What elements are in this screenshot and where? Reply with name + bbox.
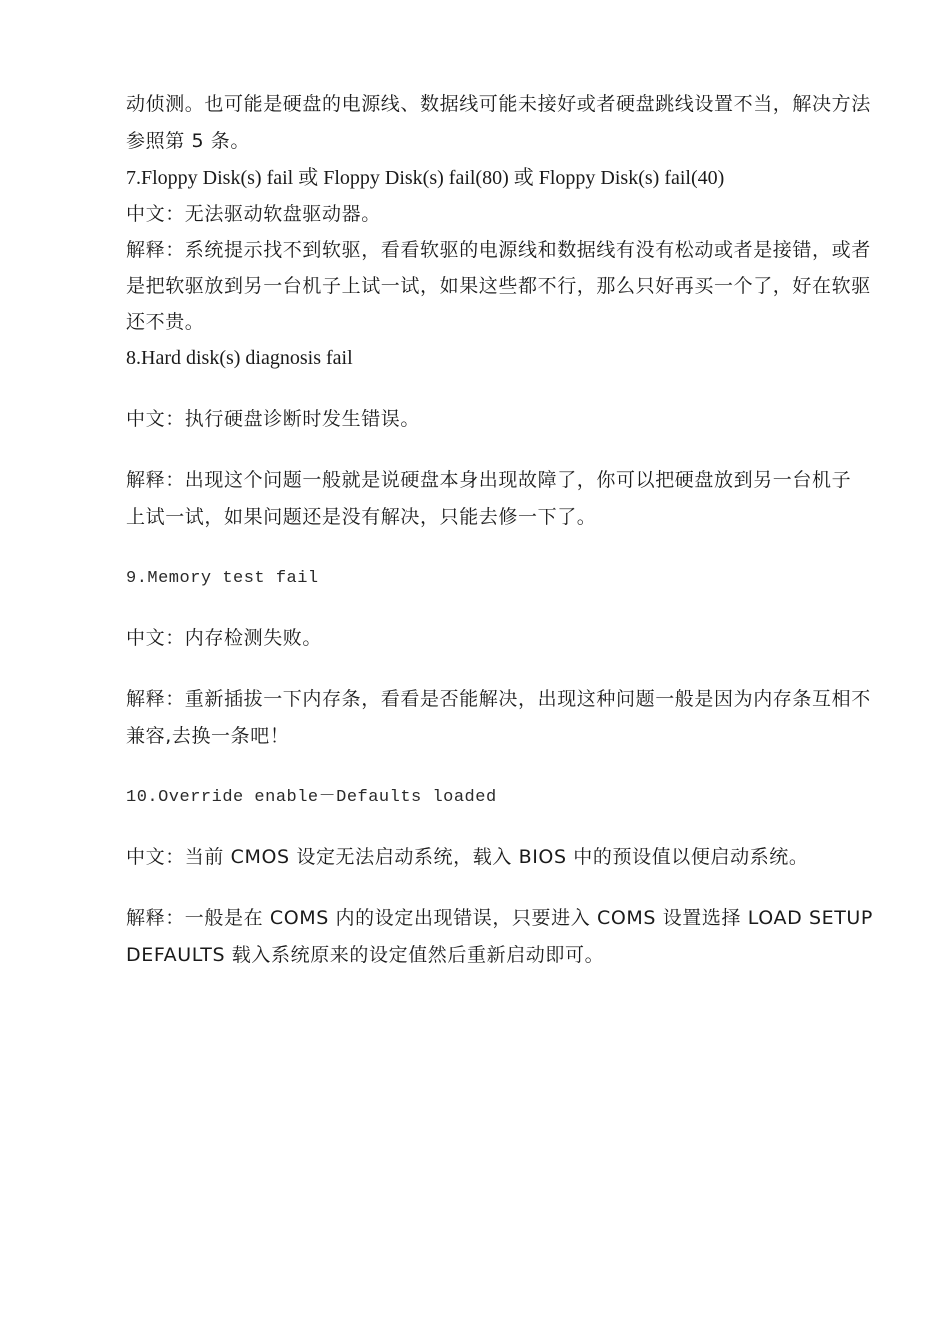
text-line: DEFAULTS 载入系统原来的设定值然后重新启动即可。 — [126, 944, 605, 966]
text-line: 是把软驱放到另一台机子上试一试，如果这些都不行，那么只好再买一个了，好在软驱 — [126, 275, 871, 297]
text-line: 中文：内存检测失败。 — [126, 627, 323, 649]
section-heading-10: 10.Override enable－Defaults loaded — [126, 788, 497, 807]
text-line: 解释：系统提示找不到软驱，看看软驱的电源线和数据线有没有松动或者是接错，或者 — [126, 239, 871, 261]
text-line: 解释：重新插拔一下内存条，看看是否能解决，出现这种问题一般是因为内存条互相不 — [126, 688, 871, 710]
text-line: 还不贵。 — [126, 311, 205, 333]
text-line: 中文：无法驱动软盘驱动器。 — [126, 203, 381, 225]
section-heading-9: 9.Memory test fail — [126, 569, 319, 588]
text-line: 参照第 5 条。 — [126, 130, 250, 152]
text-line: 解释：出现这个问题一般就是说硬盘本身出现故障了，你可以把硬盘放到另一台机子 — [126, 469, 852, 491]
text-line: 中文：执行硬盘诊断时发生错误。 — [126, 408, 421, 430]
section-heading-7: 7.Floppy Disk(s) fail 或 Floppy Disk(s) fail(80) 或 Floppy Disk(s) fail(40) — [126, 167, 725, 189]
text-line: 上试一试，如果问题还是没有解决，只能去修一下了。 — [126, 506, 597, 528]
text-line: 中文：当前 CMOS 设定无法启动系统，载入 BIOS 中的预设值以便启动系统。 — [126, 846, 809, 868]
text-line: 兼容,去换一条吧！ — [126, 725, 290, 747]
text-line: 动侦测。也可能是硬盘的电源线、数据线可能未接好或者硬盘跳线设置不当，解决方法 — [126, 93, 871, 115]
section-heading-8: 8.Hard disk(s) diagnosis fail — [126, 347, 353, 369]
text-line: 解释：一般是在 COMS 内的设定出现错误，只要进入 COMS 设置选择 LOAD SETUP — [126, 907, 873, 929]
